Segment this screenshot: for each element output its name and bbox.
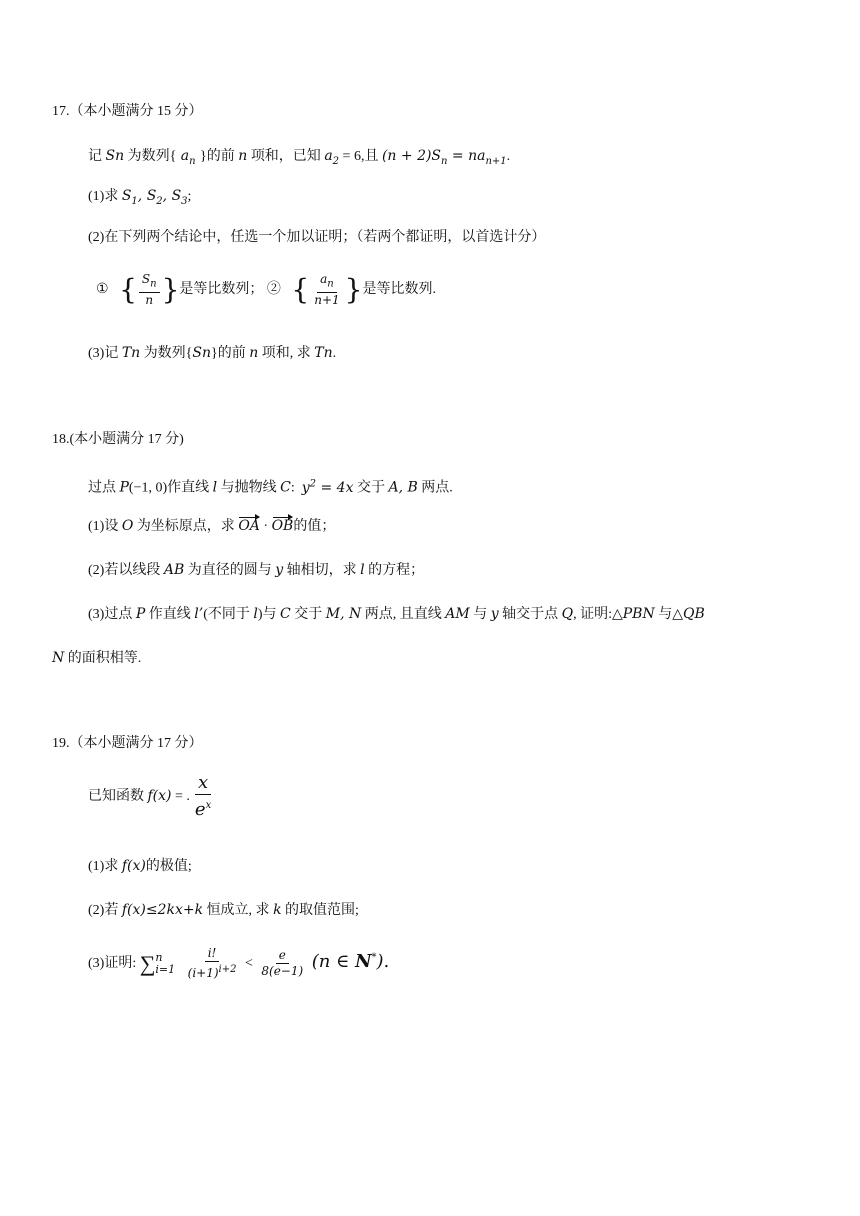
option-2-mark: ②: [266, 282, 281, 298]
q17-stem: 记 Sn 为数列{ $a_n$ }的前 n 项和，已知 $a_2 = 6$,且 $(n + 2)S_n = na_{n+1}$.: [88, 148, 511, 167]
q19-part3: (3)证明: ∑ n i=1 $\frac{i!}{(i+1)^{i+2}}$ < $\frac{e}{8(e-1)}$ (n ∈ N*).: [88, 946, 390, 981]
q19-stem: 已知函数 f(x) = . $\frac{x}{e^x}$: [88, 772, 212, 821]
q18-part2: (2)若以线段 AB 为直径的圆与 y 轴相切，求 l 的方程；: [88, 562, 425, 578]
q18-stem: 过点 P(−1, 0)作直线 l 与抛物线 C: $y^2 = 4x$ 交于 A, B 两点.: [88, 478, 453, 496]
option-1-mark: ①: [96, 282, 109, 298]
q19-part1: (1)求 f(x)的极值;: [88, 858, 192, 874]
q17-options: ① { $\frac{S_n}{n}$ }是等比数列； ② { $\frac{a_n}{n+1}$ }是等比数列.: [96, 272, 436, 307]
q17-part1: (1)求 $S_1$, $S_2$, $S_3$;: [88, 188, 192, 207]
q18-part3: (3)过点 P 作直线 l’(不同于 l)与 C 交于 M, N 两点, 且直线 AM 与 y 轴交于点 Q, 证明:△PBN 与△QB: [88, 606, 705, 622]
q19-part2: (2)若 f(x)≤2kx+k 恒成立, 求 k 的取值范围;: [88, 902, 359, 918]
q18-header: 18.(本小题满分 17 分): [52, 432, 184, 447]
q17-header: 17.（本小题满分 15 分）: [52, 104, 203, 119]
q19-header: 19.（本小题满分 17 分）: [52, 736, 203, 751]
q17-part3: (3)记 Tn 为数列{Sn}的前 n 项和, 求 Tn.: [88, 345, 337, 361]
q17-part2: (2)在下列两个结论中，任选一个加以证明；（若两个都证明，以首选计分）: [88, 230, 546, 245]
q18-part3-cont: N 的面积相等.: [52, 650, 142, 666]
q18-part1: (1)设 O 为坐标原点，求 OA · OB的值；: [88, 518, 336, 534]
